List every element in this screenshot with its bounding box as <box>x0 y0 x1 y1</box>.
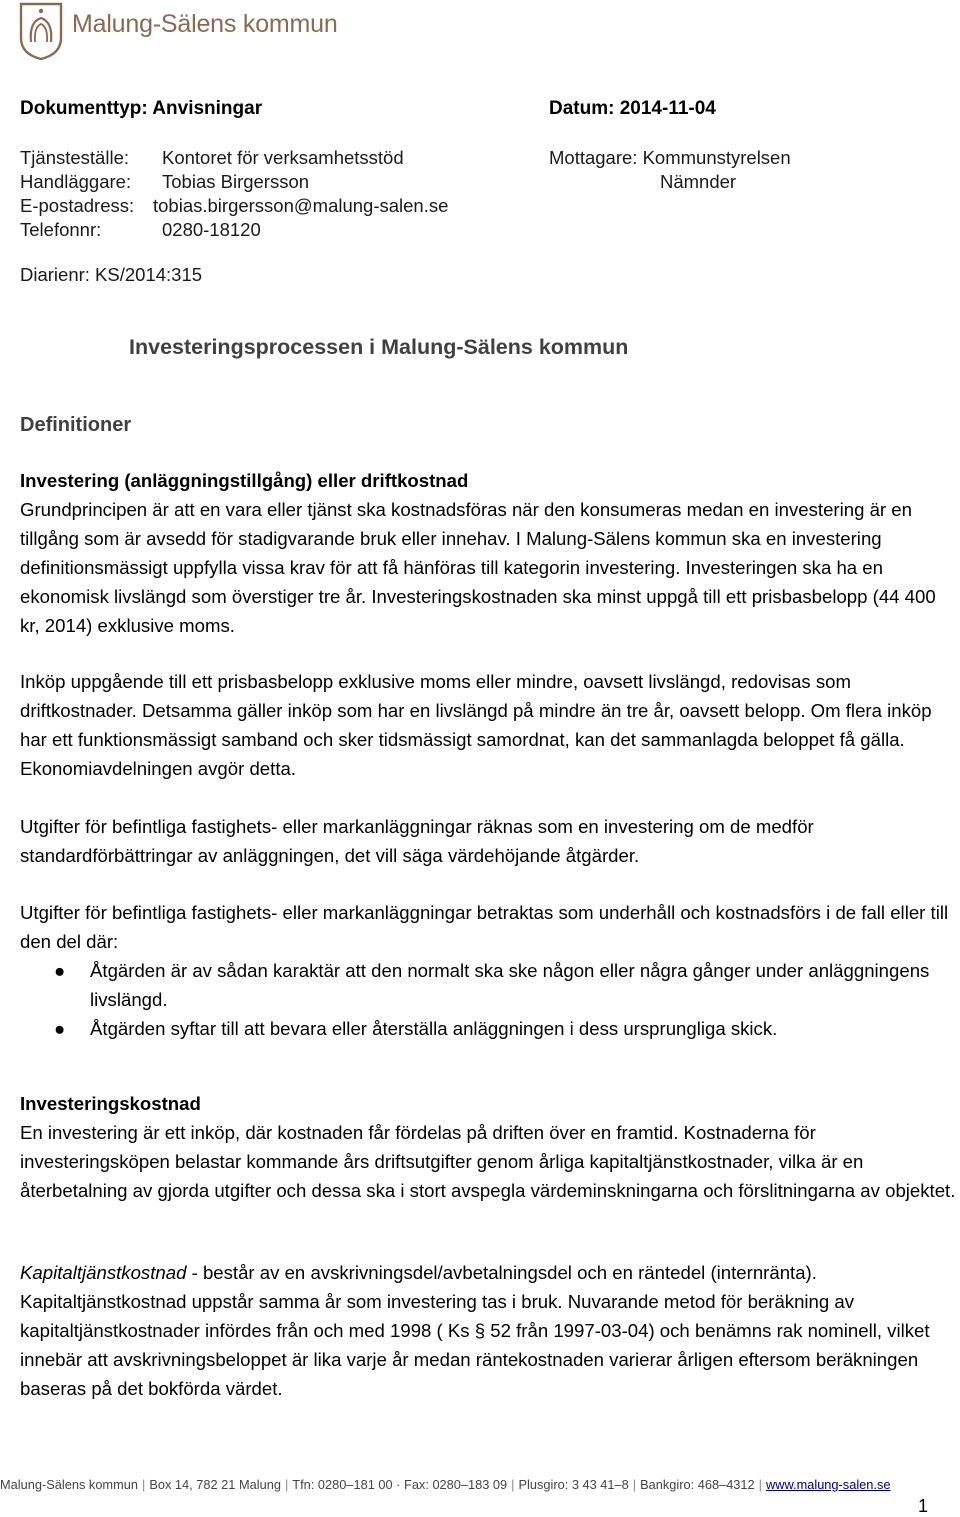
footer-phone: Tfn: 0280–181 00 <box>292 1477 393 1492</box>
tjanst-label: Tjänsteställe: <box>20 147 129 168</box>
bullet-icon: ● <box>54 1018 66 1039</box>
municipality-logo <box>18 2 338 60</box>
bullet-icon: ● <box>54 960 66 981</box>
page-number: 1 <box>918 1496 929 1516</box>
footer-dot: · <box>396 1477 401 1492</box>
term-definition: - består av en avskrivningsdel/avbetalningsdel och en räntedel (internränta). Kapitaltjänstkostnad uppstår samma år som investering tas i bruk. Nuvarande metod för beräkning av kapitaltjänstkostnader infördes från och med 1998 ( Ks § 52 från 1997-03-04) och benämns rak nominell, vilket innebär att avskrivningsbeloppet är lika varje år medan räntekostnaden varierar årligen eftersom beräkningen baseras på det bokförda värdet. <box>20 1262 930 1399</box>
footer-website-link[interactable]: www.malung-salen.se <box>766 1477 891 1492</box>
phone-row <box>20 218 448 242</box>
tjanst-row <box>20 146 448 170</box>
document-date: Datum: 2014-11-04 <box>549 98 716 119</box>
email-label: E-postadress: <box>20 195 135 216</box>
paragraph: Utgifter för befintliga fastighets- eller markanläggningar betraktas som underhåll och kostnadsförs i de fall eller till den del där: <box>20 902 949 952</box>
handl-value: Tobias Birgersson <box>162 171 310 192</box>
email-value: tobias.birgersson@malung-salen.se <box>153 195 449 216</box>
handl-row <box>20 170 448 194</box>
page-title: Investeringsprocessen i Malung-Sälens kommun <box>129 335 629 359</box>
section-heading: Investering (anläggningstillgång) eller driftkostnad <box>20 470 469 491</box>
recipients <box>549 146 791 194</box>
definitions-heading: Definitioner <box>20 414 132 436</box>
paragraph-kapitaltjanst <box>20 1258 960 1403</box>
paragraph-utgifter-2 <box>20 898 960 1043</box>
paragraph: En investering är ett inköp, där kostnaden får fördelas på driften över en framtid. Kostnaderna för investeringsköpen belastar kommande års driftsutgifter genom årliga kapitaltjänstkostnader, vilka är en återbetalning av gjorda utgifter och dessa ska i stort avspegla värdeminskningarna och förslitningarna av objektet. <box>20 1122 956 1201</box>
list-item <box>20 956 960 1014</box>
phone-label: Telefonnr: <box>20 219 102 240</box>
email-row <box>20 194 448 218</box>
sender-info <box>20 146 448 242</box>
diarienr: Diarienr: KS/2014:315 <box>20 264 203 285</box>
list-item-text: Åtgärden är av sådan karaktär att den normalt ska ske någon eller några gånger under anläggningens livslängd. <box>90 960 930 1010</box>
tjanst-value: Kontoret för verksamhetsstöd <box>162 147 404 168</box>
list-item <box>20 1014 960 1043</box>
mottagare-1: Kommunstyrelsen <box>642 147 791 168</box>
mottagare-row <box>549 146 791 170</box>
logo-text: Malung-Sälens kommun <box>72 9 338 38</box>
mottagare-label: Mottagare: <box>549 147 638 168</box>
paragraph-utgifter-1: Utgifter för befintliga fastighets- eller markanläggningar räknas som en investering om de medför standardförbättringar av anläggningen, det vill säga värdehöjande åtgärder. <box>20 816 814 866</box>
list-item-text: Åtgärden syftar till att bevara eller återställa anläggningen i dess ursprungliga skick. <box>90 1018 778 1039</box>
document-type: Dokumenttyp: Anvisningar <box>20 98 263 119</box>
footer-fax: Fax: 0280–183 09 <box>404 1477 508 1492</box>
footer: Malung-Sälens kommun | Box 14, 782 21 Malung | Tfn: 0280–181 00 · Fax: 0280–183 09 | Plusgiro: 3 43 41–8 | Bankgiro: 468–4312 | www.malung-salen.se <box>0 1477 891 1492</box>
footer-plusgiro: Plusgiro: 3 43 41–8 <box>518 1477 629 1492</box>
term-kapitaltjanstkostnad: Kapitaltjänstkostnad <box>20 1262 187 1283</box>
handl-label: Handläggare: <box>20 171 132 192</box>
coat-of-arms-icon <box>18 2 64 60</box>
footer-address: Box 14, 782 21 Malung <box>149 1477 281 1492</box>
section-investeringskostnad <box>20 1089 960 1205</box>
bullet-list <box>20 956 960 1043</box>
phone-value: 0280-18120 <box>162 219 261 240</box>
mottagare-2: Nämnder <box>660 171 737 192</box>
footer-org: Malung-Sälens kommun <box>0 1477 138 1492</box>
section-heading: Investeringskostnad <box>20 1093 201 1114</box>
section-investering <box>20 466 960 640</box>
footer-bankgiro: Bankgiro: 468–4312 <box>640 1477 755 1492</box>
paragraph-inkop: Inköp uppgående till ett prisbasbelopp exklusive moms eller mindre, oavsett livslängd, redovisas som driftkostnader. Detsamma gäller inköp som har en livslängd på mindre än tre år, oavsett belopp. Om flera inköp har ett funktionsmässigt samband och sker tidsmässigt samordnat, kan det sammanlagda beloppet få gälla. Ekonomiavdelningen avgör detta. <box>20 671 932 779</box>
paragraph: Grundprincipen är att en vara eller tjänst ska kostnadsföras när den konsumeras medan en investering är en tillgång som är avsedd för stadigvarande bruk eller innehav. I Malung-Sälens kommun ska en investering definitionsmässigt uppfylla vissa krav för att få hänföras till kategorin investering. Investeringen ska ha en ekonomisk livslängd som överstiger tre år. Investeringskostnaden ska minst uppgå till ett prisbasbelopp (44 400 kr, 2014) exklusive moms. <box>20 499 936 636</box>
